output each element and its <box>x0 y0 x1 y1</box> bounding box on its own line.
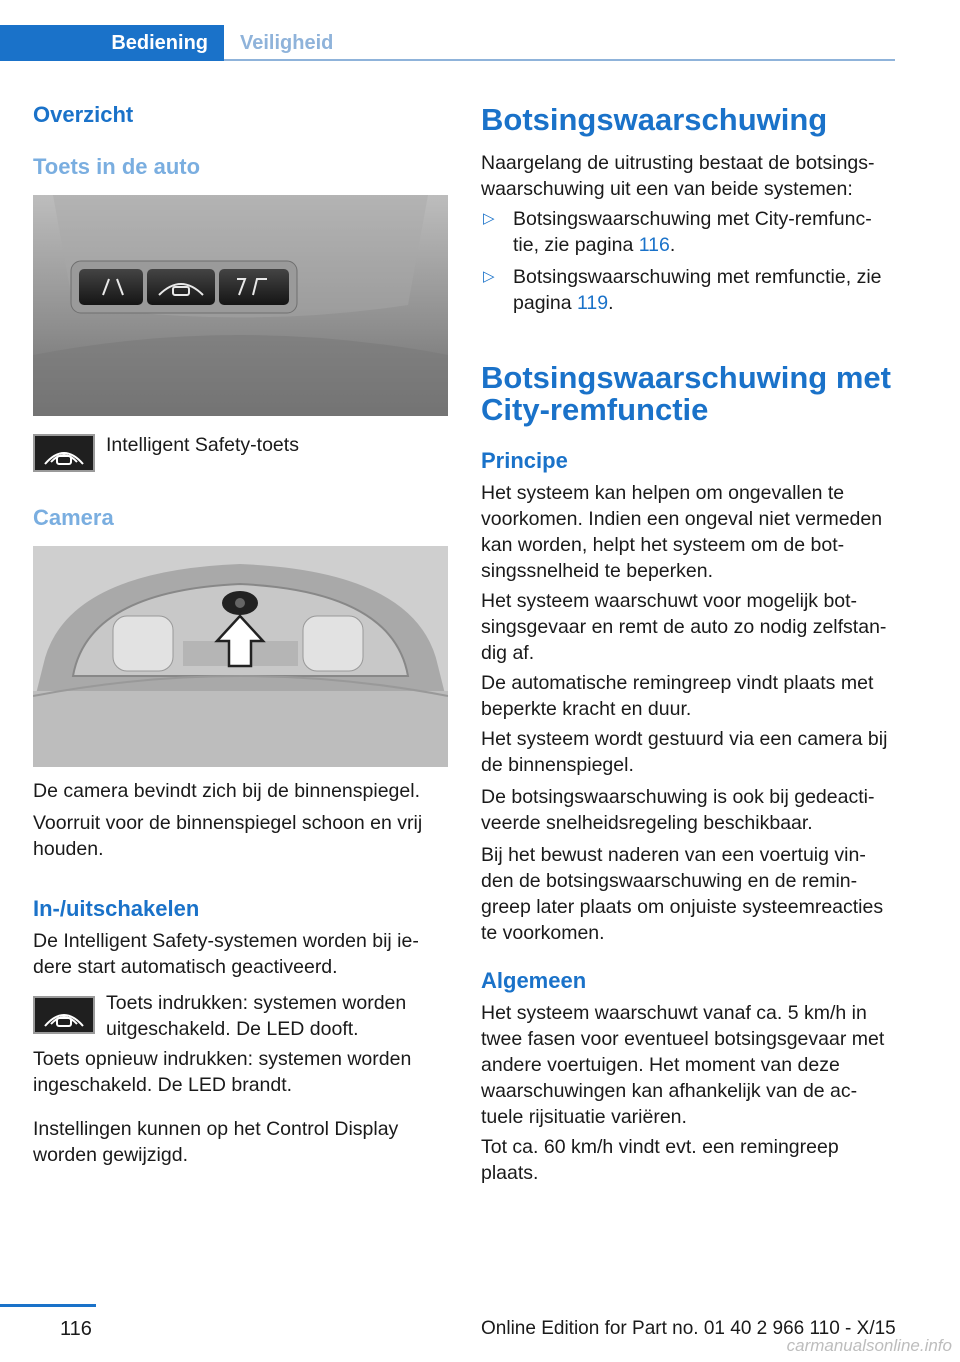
subheading-camera: Camera <box>33 505 114 530</box>
bullet-1-period: . <box>669 234 676 256</box>
onoff-paragraph-1: De Intelligent Safety-systemen worden bij ie-dere start automatisch geactiveerd. <box>33 930 419 978</box>
principe-paragraph-5: De botsingswaarschuwing is ook bij gedeacti-veerde snelheidsregeling beschikbaar. <box>481 786 875 834</box>
camera-paragraph-2: Voorruit voor de binnenspiegel schoon en vrij houden. <box>33 812 423 860</box>
principe-paragraph-4: Het systeem wordt gestuurd via een camera bij de binnenspiegel. <box>481 728 888 776</box>
button-panel-photo <box>33 195 448 416</box>
page-number: 116 <box>60 1318 92 1340</box>
bullet-1-text: Botsingswaarschuwing met City-remfunc-tie, zie pagina <box>513 208 872 256</box>
algemeen-paragraph-1: Het systeem waarschuwt vanaf ca. 5 km/h in twee fasen voor eventueel botsingsgevaar met andere voertuigen. Het moment van deze waarschuwingen kan afhankelijk van de ac-tuele rijsituatie variëren. <box>481 1002 885 1128</box>
onoff-paragraph-2: Toets opnieuw indrukken: systemen worden ingeschakeld. De LED brandt. <box>33 1048 412 1096</box>
watermark: carmanualsonline.info <box>786 1336 952 1355</box>
heading-principe: Principe <box>481 448 568 473</box>
page-link-116[interactable]: 116 <box>638 234 670 256</box>
footer-accent-line <box>0 1304 96 1307</box>
subheading-toets: Toets in de auto <box>33 154 201 179</box>
heading-botsingswaarschuwing: Botsingswaarschuwing <box>481 102 828 137</box>
section-heading-overzicht: Overzicht <box>33 102 134 127</box>
bullet-2-period: . <box>608 292 614 314</box>
camera-paragraph-1: De camera bevindt zich bij de binnenspiegel. <box>33 780 420 802</box>
camera-photo <box>33 546 448 767</box>
heading-in-uitschakelen: In-/uitschakelen <box>33 896 200 921</box>
list-item-city-remfunctie <box>481 206 897 258</box>
page-link-119[interactable]: 119 <box>576 292 609 314</box>
tab-underline <box>224 59 895 61</box>
bullet-triangle-icon: ▷ <box>483 268 495 285</box>
bullet-2-text: Botsingswaarschuwing met remfunctie, zie pagina <box>513 266 882 314</box>
intelligent-safety-icon <box>33 434 95 472</box>
algemeen-paragraph-2: Tot ca. 60 km/h vindt evt. een remingreep plaats. <box>481 1136 839 1184</box>
onoff-paragraph-3: Instellingen kunnen op het Control Display worden gewijzigd. <box>33 1118 399 1166</box>
principe-paragraph-3: De automatische remingreep vindt plaats met beperkte kracht en duur. <box>481 672 874 720</box>
principe-paragraph-2: Het systeem waarschuwt voor mogelijk bot-singsgevaar en remt de auto zo nodig zelfstan-dig af. <box>481 590 887 664</box>
heading-city-remfunctie: Botsingswaarschuwing met City-remfunctie <box>481 360 891 427</box>
intelligent-safety-icon-2 <box>33 996 95 1034</box>
bullet-triangle-icon: ▷ <box>483 210 495 227</box>
tab-bar <box>0 25 895 61</box>
onoff-icon-text: Toets indrukken: systemen worden uitgeschakeld. De LED dooft. <box>106 992 407 1040</box>
principe-paragraph-6: Bij het bewust naderen van een voertuig vin-den de botsingswaarschuwing en de remin-greep later plaats om onjuiste systeemreacties te voorkomen. <box>481 844 884 944</box>
heading-algemeen: Algemeen <box>481 968 587 993</box>
principe-paragraph-1: Het systeem kan helpen om ongevallen te voorkomen. Indien een ongeval niet vermeden kan worden, helpt het systeem om de bot-singssnelheid te beperken. <box>481 482 883 582</box>
tab-bediening[interactable]: Bediening <box>0 25 224 61</box>
intro-paragraph: Naargelang de uitrusting bestaat de botsings-waarschuwing uit een van beide systemen: <box>481 152 875 200</box>
edition-note: Online Edition for Part no. 01 40 2 966 110 - X/15 <box>481 1318 896 1339</box>
icon-caption: Intelligent Safety-toets <box>106 434 299 456</box>
tab-veiligheid[interactable]: Veiligheid <box>240 32 334 54</box>
list-item-remfunctie <box>481 264 897 316</box>
